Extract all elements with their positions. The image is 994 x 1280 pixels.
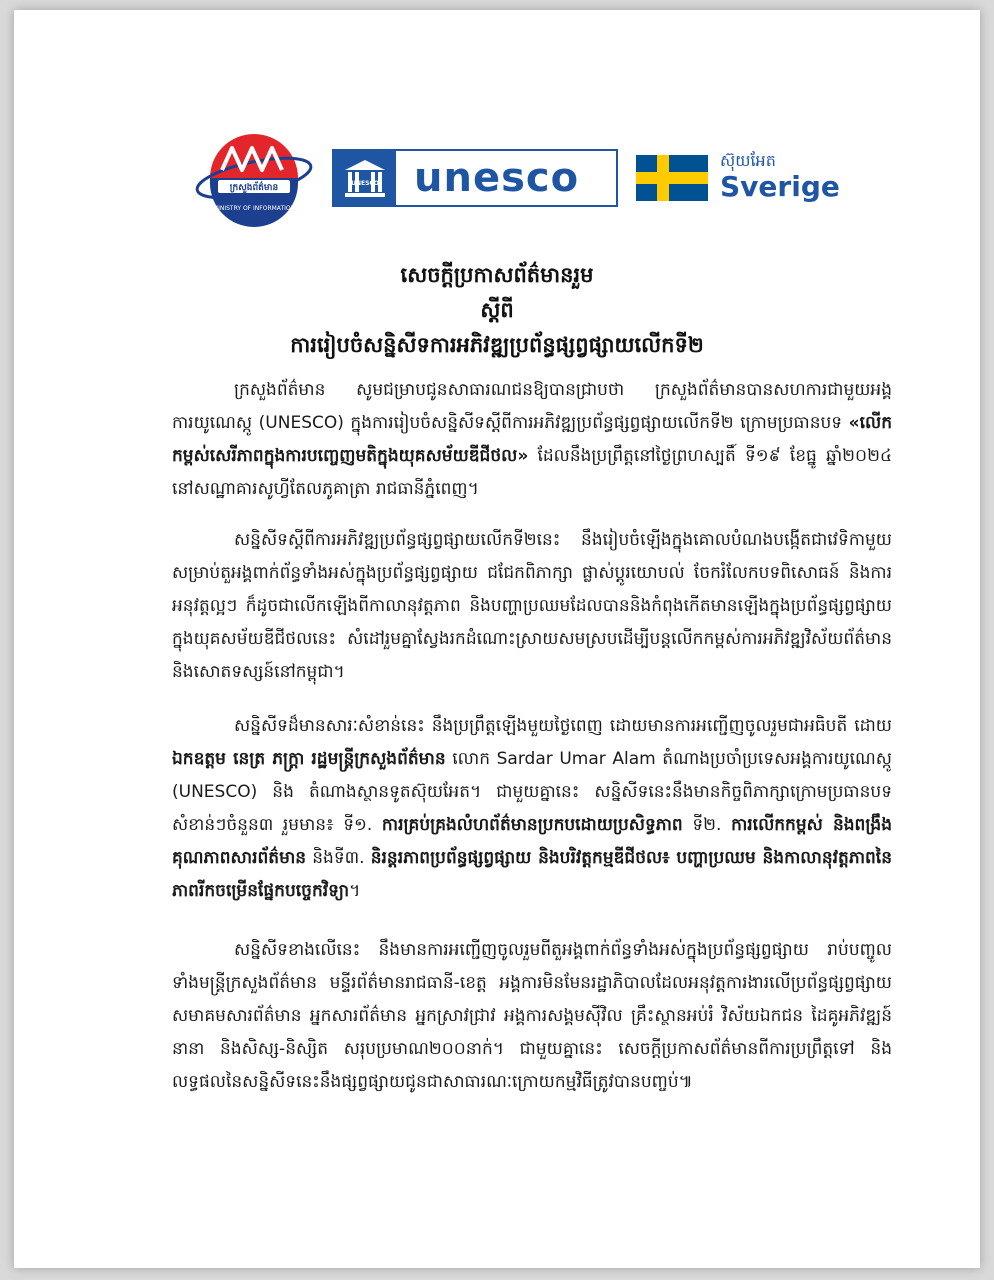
- unesco-wordmark: unesco: [414, 155, 580, 201]
- paragraph-1: [172, 374, 892, 506]
- p3-text-a: សន្និសីទដ៏មានសារៈសំខាន់នេះ នឹងប្រព្រឹត្តឡើងមួយថ្ងៃពេញ ដោយមានការអញ្ជើញចូលរួមជាអធិបតី ដោយ: [234, 716, 892, 736]
- unesco-logo: [332, 149, 618, 207]
- p3-bold-chair: ឯកឧត្តម នេត្រ ភក្ត្រា រដ្ឋមន្ត្រីក្រសួងព័ត៌មាន: [172, 749, 446, 769]
- sweden-name-label: Sverige: [720, 170, 840, 203]
- p3-text-e: ។: [349, 881, 361, 901]
- p3-text-b: លោក Sardar Umar Alam តំណាងប្រចាំប្រទេសអង្គការយូណេស្កូ (UNESCO) និង តំណាងស្ថានទូតស៊ុយអែត។ ជាមួយគ្នានេះ សន្និសីទនេះនឹងមានកិច្ចពិភាក្សាក្រោមប្រធានបទសំខាន់ៗចំនួន៣ រួមមាន៖ ទី១.: [172, 749, 892, 835]
- p2-text: សន្និសីទស្តីពីការអភិវឌ្ឍប្រព័ន្ធផ្សព្វផ្សាយលើកទី២នេះ នឹងរៀបចំឡើងក្នុងគោលបំណងបង្កើតជាវេទិកាមួយសម្រាប់តួអង្គពាក់ព័ន្ធទាំងអស់ក្នុងប្រព័ន្ធផ្សព្វផ្សាយ ជជែកពិភាក្សា ផ្លាស់ប្តូរយោបល់ ចែករំលែកបទពិសោធន៍ និងការអនុវត្តល្អៗ ក៏ដូចជាលើកឡើងពីកាលានុវត្តភាព និងបញ្ហាប្រឈមដែលបាននិងកំពុងកើតមានឡើងក្នុងប្រព័ន្ធផ្សព្វផ្សាយក្នុងយុគសម័យឌីជីថលនេះ សំដៅរួមគ្នាស្វែងរកដំណោះស្រាយសមស្របដើម្បីបន្តលើកកម្ពស់ការអភិវឌ្ឍវិស័យព័ត៌មាន និងសោតទស្សន៍នៅកម្ពុជា។: [172, 530, 892, 682]
- unesco-emblem-text: UNESCO: [351, 180, 379, 187]
- ministry-of-information-logo: [194, 128, 314, 228]
- p4-text: សន្និសីទខាងលើនេះ នឹងមានការអញ្ជើញចូលរួមពីតួអង្គពាក់ព័ន្ធទាំងអស់ក្នុងប្រព័ន្ធផ្សព្វផ្សាយ រាប់បញ្ចូលទាំងមន្ត្រីក្រសួងព័ត៌មាន មន្ទីរព័ត៌មានរាជធានី-ខេត្ត អង្គការមិនមែនរដ្ឋាភិបាលដែលអនុវត្តការងារលើប្រព័ន្ធផ្សព្វផ្សាយ សមាគមសារព័ត៌មាន អ្នកសារព័ត៌មាន អ្នកស្រាវជ្រាវ អង្គការសង្គមស៊ីវិល គ្រឹះស្ថានអប់រំ វិស័យឯកជន ដៃគូអភិវឌ្ឍន៍នានា និងសិស្ស-និស្សិត សរុបប្រមាណ២០០នាក់។ ជាមួយគ្នានេះ សេចក្តីប្រកាសព័ត៌មានពីការប្រព្រឹត្តទៅ និងលទ្ធផលនៃសន្និសីទនេះនឹងផ្សព្វផ្សាយជូនជាសាធារណៈក្រោយកម្មវិធីត្រូវបានបញ្ចប់៕: [172, 940, 892, 1092]
- document-page: [14, 10, 980, 1268]
- unesco-temple-icon: [334, 151, 396, 205]
- paragraph-4: [172, 934, 892, 1099]
- p3-bold-topic-1: ការគ្រប់គ្រងលំហព័ត៌មានប្រកបដោយប្រសិទ្ធភាព: [381, 815, 683, 835]
- heading-line-3: ការរៀបចំសន្និសីទការអភិវឌ្ឍប្រព័ន្ធផ្សព្វផ្សាយលើកទី២: [290, 333, 704, 357]
- p1-text-b: ដែលនឹងប្រព្រឹត្តនៅថ្ងៃព្រហស្បតិ៍ ទី១៩ ខែធ្នូ ឆ្នាំ២០២៤ នៅសណ្ឋាគារសូហ្វីតែលភូគាត្រា រាជធានីភ្នំពេញ។: [172, 446, 892, 499]
- logo-strip: [194, 128, 840, 228]
- p3-text-d: និងទី៣.: [306, 848, 371, 868]
- heading-line-2: ស្តីពី: [480, 298, 514, 322]
- sweden-flag-icon: [636, 155, 708, 201]
- paragraph-3: [172, 710, 892, 908]
- moi-ring-text: MINISTRY OF INFORMATION: [212, 205, 296, 212]
- heading-line-1: សេចក្តីប្រកាសព័ត៌មានរួម: [400, 263, 594, 287]
- p3-text-c: ទី២.: [682, 815, 732, 835]
- p3-bold-topic-2: ការលើកកម្ពស់ និងពង្រឹងគុណភាពសារព័ត៌មាន: [172, 815, 892, 868]
- moi-name-text: ក្រសួងព័ត៌មាន: [229, 183, 279, 193]
- p1-theme-bold: «លើកកម្ពស់សេរីភាពក្នុងការបញ្ចេញមតិក្នុងយុគសម័យឌីជីថល»: [172, 413, 892, 466]
- sweden-logo: [636, 151, 840, 212]
- paragraph-2: [172, 524, 892, 689]
- p3-bold-topic-3: និរន្តរភាពប្រព័ន្ធផ្សព្វផ្សាយ និងបរិវត្តកម្មឌីជីថល៖ បញ្ហាប្រឈម និងកាលានុវត្តភាពនៃភាពរីកចម្រើនផ្នែកបច្ចេកវិទ្យា: [172, 848, 892, 901]
- p1-text-a: ក្រសួងព័ត៌មាន សូមជម្រាបជូនសាធារណជនឱ្យបានជ្រាបថា ក្រសួងព័ត៌មានបានសហការជាមួយអង្គការយូណេស្កូ (UNESCO) ក្នុងការរៀបចំសន្និសីទស្តីពីការអភិវឌ្ឍប្រព័ន្ធផ្សព្វផ្សាយលើកទី២ ក្រោមប្រធានបទ: [172, 380, 892, 433]
- sweden-khmer-label: ស៊ុយអែត: [720, 151, 776, 170]
